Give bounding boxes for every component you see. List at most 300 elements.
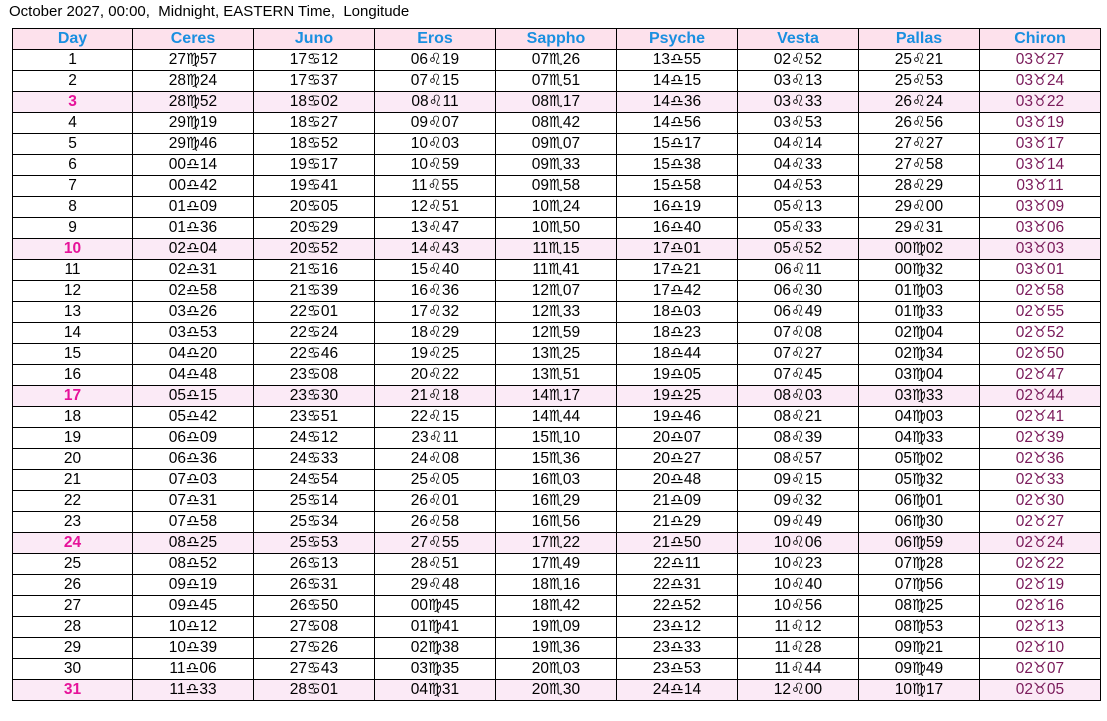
header-row: [13, 29, 1101, 50]
day-cell: 11: [13, 260, 133, 281]
table-row: [13, 113, 1101, 134]
ceres-cell: 00♎14: [133, 155, 254, 176]
juno-cell: 23♋08: [254, 365, 375, 386]
juno-cell: 20♋29: [254, 218, 375, 239]
vesta-cell: 07♌08: [738, 323, 859, 344]
eros-cell: 07♌15: [375, 71, 496, 92]
vesta-cell: 09♌32: [738, 491, 859, 512]
day-cell: 24: [13, 533, 133, 554]
day-cell: 25: [13, 554, 133, 575]
ceres-cell: 04♎48: [133, 365, 254, 386]
psyche-cell: 24♎14: [617, 680, 738, 701]
day-cell: 28: [13, 617, 133, 638]
column-header-psyche: Psyche: [617, 29, 738, 50]
eros-cell: 09♌07: [375, 113, 496, 134]
juno-cell: 24♋12: [254, 428, 375, 449]
juno-cell: 21♋39: [254, 281, 375, 302]
vesta-cell: 08♌21: [738, 407, 859, 428]
table-row: [13, 281, 1101, 302]
sappho-cell: 11♏15: [496, 239, 617, 260]
juno-cell: 27♋08: [254, 617, 375, 638]
eros-cell: 03♍35: [375, 659, 496, 680]
sappho-cell: 19♏36: [496, 638, 617, 659]
page-title: October 2027, 00:00, Midnight, EASTERN Time, Longitude: [9, 3, 410, 20]
pallas-cell: 06♍01: [859, 491, 980, 512]
ceres-cell: 11♎33: [133, 680, 254, 701]
pallas-cell: 27♌58: [859, 155, 980, 176]
sappho-cell: 17♏49: [496, 554, 617, 575]
juno-cell: 23♋30: [254, 386, 375, 407]
vesta-cell: 03♌13: [738, 71, 859, 92]
table-row: [13, 260, 1101, 281]
chiron-cell: 02♉58: [980, 281, 1101, 302]
table-row: [13, 218, 1101, 239]
vesta-cell: 10♌06: [738, 533, 859, 554]
eros-cell: 19♌25: [375, 344, 496, 365]
day-cell: 12: [13, 281, 133, 302]
day-cell: 27: [13, 596, 133, 617]
column-header-day: Day: [13, 29, 133, 50]
table-row: [13, 344, 1101, 365]
chiron-cell: 03♉11: [980, 176, 1101, 197]
day-cell: 23: [13, 512, 133, 533]
pallas-cell: 01♍33: [859, 302, 980, 323]
vesta-cell: 03♌53: [738, 113, 859, 134]
sappho-cell: 09♏07: [496, 134, 617, 155]
psyche-cell: 14♎15: [617, 71, 738, 92]
psyche-cell: 15♎17: [617, 134, 738, 155]
sappho-cell: 15♏10: [496, 428, 617, 449]
juno-cell: 20♋52: [254, 239, 375, 260]
pallas-cell: 27♌27: [859, 134, 980, 155]
pallas-cell: 07♍56: [859, 575, 980, 596]
juno-cell: 26♋31: [254, 575, 375, 596]
table-row: [13, 239, 1101, 260]
ceres-cell: 09♎19: [133, 575, 254, 596]
table-row: [13, 575, 1101, 596]
chiron-cell: 02♉27: [980, 512, 1101, 533]
juno-cell: 26♋50: [254, 596, 375, 617]
pallas-cell: 05♍32: [859, 470, 980, 491]
day-cell: 13: [13, 302, 133, 323]
pallas-cell: 08♍53: [859, 617, 980, 638]
juno-cell: 17♋37: [254, 71, 375, 92]
juno-cell: 20♋05: [254, 197, 375, 218]
juno-cell: 25♋34: [254, 512, 375, 533]
vesta-cell: 08♌57: [738, 449, 859, 470]
sappho-cell: 09♏58: [496, 176, 617, 197]
pallas-cell: 10♍17: [859, 680, 980, 701]
eros-cell: 14♌43: [375, 239, 496, 260]
eros-cell: 26♌58: [375, 512, 496, 533]
sappho-cell: 11♏41: [496, 260, 617, 281]
sappho-cell: 09♏33: [496, 155, 617, 176]
column-header-vesta: Vesta: [738, 29, 859, 50]
vesta-cell: 10♌56: [738, 596, 859, 617]
day-cell: 20: [13, 449, 133, 470]
eros-cell: 16♌36: [375, 281, 496, 302]
chiron-cell: 02♉19: [980, 575, 1101, 596]
day-cell: 7: [13, 176, 133, 197]
sappho-cell: 12♏07: [496, 281, 617, 302]
sappho-cell: 08♏17: [496, 92, 617, 113]
chiron-cell: 02♉50: [980, 344, 1101, 365]
ceres-cell: 29♍46: [133, 134, 254, 155]
juno-cell: 18♋02: [254, 92, 375, 113]
table-row: [13, 407, 1101, 428]
ceres-cell: 28♍52: [133, 92, 254, 113]
juno-cell: 27♋43: [254, 659, 375, 680]
sappho-cell: 12♏33: [496, 302, 617, 323]
pallas-cell: 03♍04: [859, 365, 980, 386]
pallas-cell: 00♍02: [859, 239, 980, 260]
pallas-cell: 04♍03: [859, 407, 980, 428]
table-row: [13, 617, 1101, 638]
ceres-cell: 27♍57: [133, 50, 254, 71]
sappho-cell: 13♏25: [496, 344, 617, 365]
chiron-cell: 03♉06: [980, 218, 1101, 239]
juno-cell: 22♋24: [254, 323, 375, 344]
pallas-cell: 02♍04: [859, 323, 980, 344]
vesta-cell: 03♌33: [738, 92, 859, 113]
psyche-cell: 17♎42: [617, 281, 738, 302]
pallas-cell: 09♍21: [859, 638, 980, 659]
eros-cell: 00♍45: [375, 596, 496, 617]
pallas-cell: 06♍30: [859, 512, 980, 533]
juno-cell: 22♋01: [254, 302, 375, 323]
sappho-cell: 15♏36: [496, 449, 617, 470]
eros-cell: 29♌48: [375, 575, 496, 596]
chiron-cell: 02♉05: [980, 680, 1101, 701]
chiron-cell: 02♉44: [980, 386, 1101, 407]
eros-cell: 10♌59: [375, 155, 496, 176]
pallas-cell: 04♍33: [859, 428, 980, 449]
eros-cell: 26♌01: [375, 491, 496, 512]
table-row: [13, 680, 1101, 701]
sappho-cell: 18♏42: [496, 596, 617, 617]
eros-cell: 22♌15: [375, 407, 496, 428]
vesta-cell: 06♌30: [738, 281, 859, 302]
chiron-cell: 03♉27: [980, 50, 1101, 71]
day-cell: 10: [13, 239, 133, 260]
table-row: [13, 512, 1101, 533]
eros-cell: 12♌51: [375, 197, 496, 218]
juno-cell: 26♋13: [254, 554, 375, 575]
vesta-cell: 02♌52: [738, 50, 859, 71]
eros-cell: 28♌51: [375, 554, 496, 575]
day-cell: 29: [13, 638, 133, 659]
pallas-cell: 28♌29: [859, 176, 980, 197]
psyche-cell: 21♎50: [617, 533, 738, 554]
ceres-cell: 07♎31: [133, 491, 254, 512]
ceres-cell: 08♎25: [133, 533, 254, 554]
vesta-cell: 08♌03: [738, 386, 859, 407]
eros-cell: 10♌03: [375, 134, 496, 155]
table-row: [13, 491, 1101, 512]
day-cell: 14: [13, 323, 133, 344]
chiron-cell: 02♉39: [980, 428, 1101, 449]
psyche-cell: 23♎12: [617, 617, 738, 638]
chiron-cell: 02♉33: [980, 470, 1101, 491]
psyche-cell: 21♎29: [617, 512, 738, 533]
pallas-cell: 00♍32: [859, 260, 980, 281]
sappho-cell: 14♏17: [496, 386, 617, 407]
chiron-cell: 03♉24: [980, 71, 1101, 92]
sappho-cell: 07♏26: [496, 50, 617, 71]
pallas-cell: 25♌53: [859, 71, 980, 92]
ceres-cell: 01♎36: [133, 218, 254, 239]
column-header-juno: Juno: [254, 29, 375, 50]
sappho-cell: 17♏22: [496, 533, 617, 554]
chiron-cell: 02♉30: [980, 491, 1101, 512]
chiron-cell: 03♉03: [980, 239, 1101, 260]
ceres-cell: 03♎53: [133, 323, 254, 344]
column-header-chiron: Chiron: [980, 29, 1101, 50]
psyche-cell: 15♎58: [617, 176, 738, 197]
ceres-cell: 02♎31: [133, 260, 254, 281]
sappho-cell: 07♏51: [496, 71, 617, 92]
chiron-cell: 02♉07: [980, 659, 1101, 680]
sappho-cell: 13♏51: [496, 365, 617, 386]
vesta-cell: 04♌14: [738, 134, 859, 155]
psyche-cell: 20♎27: [617, 449, 738, 470]
psyche-cell: 20♎07: [617, 428, 738, 449]
eros-cell: 23♌11: [375, 428, 496, 449]
psyche-cell: 22♎11: [617, 554, 738, 575]
vesta-cell: 08♌39: [738, 428, 859, 449]
sappho-cell: 19♏09: [496, 617, 617, 638]
sappho-cell: 16♏29: [496, 491, 617, 512]
eros-cell: 01♍41: [375, 617, 496, 638]
psyche-cell: 19♎05: [617, 365, 738, 386]
psyche-cell: 13♎55: [617, 50, 738, 71]
vesta-cell: 09♌15: [738, 470, 859, 491]
eros-cell: 25♌05: [375, 470, 496, 491]
table-row: [13, 596, 1101, 617]
vesta-cell: 07♌27: [738, 344, 859, 365]
sappho-cell: 20♏03: [496, 659, 617, 680]
juno-cell: 17♋12: [254, 50, 375, 71]
pallas-cell: 06♍59: [859, 533, 980, 554]
vesta-cell: 10♌23: [738, 554, 859, 575]
column-header-ceres: Ceres: [133, 29, 254, 50]
pallas-cell: 29♌00: [859, 197, 980, 218]
table-row: [13, 176, 1101, 197]
psyche-cell: 18♎44: [617, 344, 738, 365]
juno-cell: 24♋33: [254, 449, 375, 470]
psyche-cell: 23♎53: [617, 659, 738, 680]
day-cell: 22: [13, 491, 133, 512]
day-cell: 31: [13, 680, 133, 701]
psyche-cell: 16♎40: [617, 218, 738, 239]
juno-cell: 21♋16: [254, 260, 375, 281]
ceres-cell: 05♎15: [133, 386, 254, 407]
eros-cell: 21♌18: [375, 386, 496, 407]
table-row: [13, 638, 1101, 659]
vesta-cell: 11♌44: [738, 659, 859, 680]
table-row: [13, 155, 1101, 176]
chiron-cell: 02♉10: [980, 638, 1101, 659]
table-row: [13, 365, 1101, 386]
chiron-cell: 03♉09: [980, 197, 1101, 218]
vesta-cell: 05♌13: [738, 197, 859, 218]
day-cell: 6: [13, 155, 133, 176]
day-cell: 18: [13, 407, 133, 428]
juno-cell: 24♋54: [254, 470, 375, 491]
juno-cell: 25♋53: [254, 533, 375, 554]
pallas-cell: 26♌56: [859, 113, 980, 134]
eros-cell: 06♌19: [375, 50, 496, 71]
ceres-cell: 11♎06: [133, 659, 254, 680]
psyche-cell: 18♎23: [617, 323, 738, 344]
table-row: [13, 323, 1101, 344]
psyche-cell: 19♎25: [617, 386, 738, 407]
psyche-cell: 17♎01: [617, 239, 738, 260]
chiron-cell: 02♉36: [980, 449, 1101, 470]
psyche-cell: 17♎21: [617, 260, 738, 281]
ceres-cell: 10♎39: [133, 638, 254, 659]
sappho-cell: 14♏44: [496, 407, 617, 428]
ceres-cell: 28♍24: [133, 71, 254, 92]
pallas-cell: 08♍25: [859, 596, 980, 617]
eros-cell: 13♌47: [375, 218, 496, 239]
day-cell: 17: [13, 386, 133, 407]
eros-cell: 17♌32: [375, 302, 496, 323]
table-row: [13, 134, 1101, 155]
pallas-cell: 26♌24: [859, 92, 980, 113]
eros-cell: 18♌29: [375, 323, 496, 344]
psyche-cell: 23♎33: [617, 638, 738, 659]
vesta-cell: 05♌33: [738, 218, 859, 239]
eros-cell: 04♍31: [375, 680, 496, 701]
sappho-cell: 10♏50: [496, 218, 617, 239]
sappho-cell: 10♏24: [496, 197, 617, 218]
chiron-cell: 02♉16: [980, 596, 1101, 617]
chiron-cell: 02♉52: [980, 323, 1101, 344]
vesta-cell: 09♌49: [738, 512, 859, 533]
ceres-cell: 10♎12: [133, 617, 254, 638]
pallas-cell: 25♌21: [859, 50, 980, 71]
sappho-cell: 20♏30: [496, 680, 617, 701]
day-cell: 4: [13, 113, 133, 134]
table-body: [13, 50, 1101, 701]
psyche-cell: 14♎56: [617, 113, 738, 134]
day-cell: 8: [13, 197, 133, 218]
pallas-cell: 01♍03: [859, 281, 980, 302]
chiron-cell: 02♉47: [980, 365, 1101, 386]
sappho-cell: 08♏42: [496, 113, 617, 134]
ceres-cell: 06♎09: [133, 428, 254, 449]
table-row: [13, 533, 1101, 554]
vesta-cell: 10♌40: [738, 575, 859, 596]
eros-cell: 02♍38: [375, 638, 496, 659]
eros-cell: 27♌55: [375, 533, 496, 554]
ceres-cell: 01♎09: [133, 197, 254, 218]
ceres-cell: 06♎36: [133, 449, 254, 470]
vesta-cell: 05♌52: [738, 239, 859, 260]
day-cell: 15: [13, 344, 133, 365]
column-header-eros: Eros: [375, 29, 496, 50]
eros-cell: 20♌22: [375, 365, 496, 386]
vesta-cell: 04♌33: [738, 155, 859, 176]
column-header-pallas: Pallas: [859, 29, 980, 50]
day-cell: 1: [13, 50, 133, 71]
eros-cell: 24♌08: [375, 449, 496, 470]
psyche-cell: 18♎03: [617, 302, 738, 323]
ceres-cell: 08♎52: [133, 554, 254, 575]
table-row: [13, 470, 1101, 491]
ephemeris-table: [12, 28, 1101, 701]
day-cell: 19: [13, 428, 133, 449]
day-cell: 26: [13, 575, 133, 596]
juno-cell: 18♋52: [254, 134, 375, 155]
chiron-cell: 03♉17: [980, 134, 1101, 155]
juno-cell: 28♋01: [254, 680, 375, 701]
ceres-cell: 07♎03: [133, 470, 254, 491]
table-row: [13, 50, 1101, 71]
psyche-cell: 20♎48: [617, 470, 738, 491]
ceres-cell: 00♎42: [133, 176, 254, 197]
juno-cell: 18♋27: [254, 113, 375, 134]
eros-cell: 11♌55: [375, 176, 496, 197]
column-header-sappho: Sappho: [496, 29, 617, 50]
day-cell: 2: [13, 71, 133, 92]
chiron-cell: 02♉24: [980, 533, 1101, 554]
chiron-cell: 03♉01: [980, 260, 1101, 281]
table-row: [13, 554, 1101, 575]
vesta-cell: 12♌00: [738, 680, 859, 701]
table-row: [13, 386, 1101, 407]
ceres-cell: 07♎58: [133, 512, 254, 533]
pallas-cell: 09♍49: [859, 659, 980, 680]
chiron-cell: 03♉19: [980, 113, 1101, 134]
day-cell: 21: [13, 470, 133, 491]
juno-cell: 27♋26: [254, 638, 375, 659]
juno-cell: 19♋41: [254, 176, 375, 197]
ceres-cell: 09♎45: [133, 596, 254, 617]
ceres-cell: 05♎42: [133, 407, 254, 428]
eros-cell: 08♌11: [375, 92, 496, 113]
psyche-cell: 16♎19: [617, 197, 738, 218]
chiron-cell: 02♉13: [980, 617, 1101, 638]
pallas-cell: 03♍33: [859, 386, 980, 407]
table-row: [13, 449, 1101, 470]
day-cell: 5: [13, 134, 133, 155]
pallas-cell: 05♍02: [859, 449, 980, 470]
table-row: [13, 302, 1101, 323]
day-cell: 3: [13, 92, 133, 113]
chiron-cell: 02♉55: [980, 302, 1101, 323]
sappho-cell: 18♏16: [496, 575, 617, 596]
chiron-cell: 03♉14: [980, 155, 1101, 176]
day-cell: 16: [13, 365, 133, 386]
ceres-cell: 03♎26: [133, 302, 254, 323]
juno-cell: 19♋17: [254, 155, 375, 176]
juno-cell: 25♋14: [254, 491, 375, 512]
juno-cell: 23♋51: [254, 407, 375, 428]
sappho-cell: 16♏56: [496, 512, 617, 533]
vesta-cell: 07♌45: [738, 365, 859, 386]
pallas-cell: 07♍28: [859, 554, 980, 575]
vesta-cell: 11♌12: [738, 617, 859, 638]
pallas-cell: 02♍34: [859, 344, 980, 365]
ceres-cell: 02♎04: [133, 239, 254, 260]
table-row: [13, 92, 1101, 113]
psyche-cell: 14♎36: [617, 92, 738, 113]
pallas-cell: 29♌31: [859, 218, 980, 239]
day-cell: 9: [13, 218, 133, 239]
vesta-cell: 06♌11: [738, 260, 859, 281]
